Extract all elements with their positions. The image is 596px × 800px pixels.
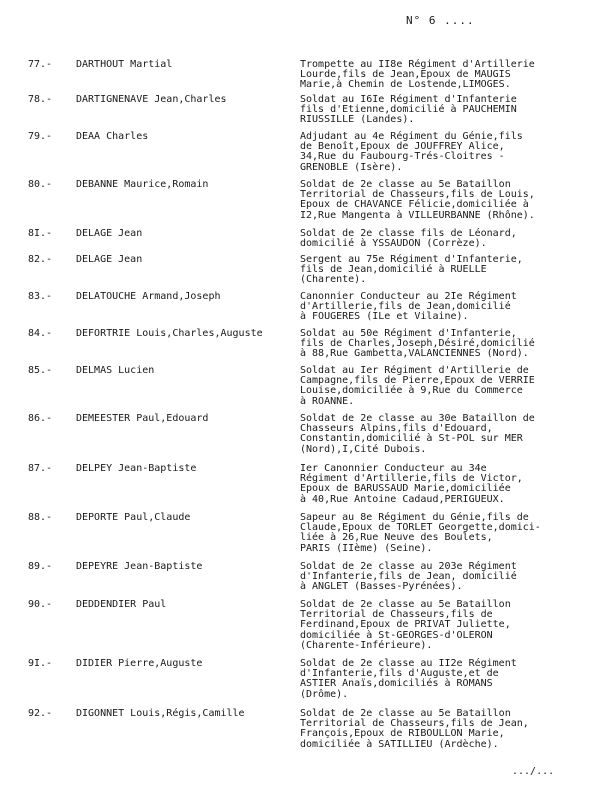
entry-description: Soldat de 2e classe au 5e Bataillon Territorial de Chasseurs,fils de Louis, Epoux de CHAVANCE Félicie,domiciliée à I2,Rue Mangenta à VILLEURBANNE (Rhône). (300, 179, 535, 221)
entry-number: 82.- (28, 254, 53, 265)
entry-description: Sergent au 75e Régiment d'Infanterie, fils de Jean,domicilié à RUELLE (Charente). (300, 254, 523, 286)
entry-name: DEPEYRE Jean-Baptiste (76, 561, 203, 572)
entry-number: 86.- (28, 413, 53, 424)
entry-name: DEFORTRIE Louis,Charles,Auguste (76, 328, 263, 339)
entry-number: 8I.- (28, 228, 53, 239)
entry-number: 84.- (28, 328, 53, 339)
entry-name: DEMEESTER Paul,Edouard (76, 413, 209, 424)
entry-number: 80.- (28, 179, 53, 190)
entry-name: DEPORTE Paul,Claude (76, 512, 191, 523)
entry-description: Trompette au II8e Régiment d'Artillerie Lourde,fils de Jean,Epoux de MAUGIS Marie,à Chemin de Lostende,LIMOGES. (300, 59, 535, 91)
page-number: N° 6 .... (406, 14, 475, 27)
entry-name: DARTIGNENAVE Jean,Charles (76, 94, 227, 105)
entry-number: 78.- (28, 94, 53, 105)
entry-number: 83.- (28, 291, 53, 302)
entry-number: 90.- (28, 599, 53, 610)
entry-number: 79.- (28, 131, 53, 142)
entry-number: 87.- (28, 463, 53, 474)
entry-description: Canonnier Conducteur au 2Ie Régiment d'Artillerie,fils de Jean,domicilié à FOUGERES (ILe et Vilaine). (300, 291, 517, 323)
entry-description: Soldat de 2e classe fils de Léonard, domicilié à YSSAUDON (Corrèze). (300, 228, 517, 250)
entry-number: 89.- (28, 561, 53, 572)
entry-name: DELMAS Lucien (76, 365, 155, 376)
entry-description: Sapeur au 8e Régiment du Génie,fils de Claude,Epoux de TORLET Georgette,domici- liée à 26,Rue Neuve des Boulets, PARIS (IIème) (Seine). (300, 512, 541, 554)
entry-name: DIGONNET Louis,Régis,Camille (76, 708, 245, 719)
entry-description: Soldat de 2e classe au 5e Bataillon Territorial de Chasseurs,fils de Jean, François,Epoux de RIBOULLON Marie, domiciliée à SATILLIEU (Ardèche). (300, 708, 529, 750)
entry-name: DELPEY Jean-Baptiste (76, 463, 197, 474)
entry-name: DEBANNE Maurice,Romain (76, 179, 209, 190)
entry-name: DARTHOUT Martial (76, 59, 173, 70)
entry-number: 88.- (28, 512, 53, 523)
entry-number: 92.- (28, 708, 53, 719)
entry-name: DELAGE Jean (76, 254, 143, 265)
continuation-marker: .../... (512, 766, 555, 777)
entry-name: DIDIER Pierre,Auguste (76, 658, 203, 669)
entry-description: Soldat au Ier Régiment d'Artillerie de Campagne,fils de Pierre,Epoux de VERRIE Louise,domiciliée à 9,Rue du Commerce à ROANNE. (300, 365, 535, 407)
entry-number: 85.- (28, 365, 53, 376)
entry-number: 77.- (28, 59, 53, 70)
entry-description: Soldat de 2e classe au 30e Bataillon de Chasseurs Alpins,fils d'Edouard, Constantin,domicilié à St-POL sur MER (Nord),I,Cité Dubois. (300, 413, 535, 455)
entry-description: Soldat de 2e classe au 203e Régiment d'Infanterie,fils de Jean, domicilié à ANGLET (Basses-Pyrénées). (300, 561, 517, 593)
entry-description: Soldat de 2e classe au 5e Bataillon Territorial de Chasseurs,fils de Ferdinand,Epoux de PRIVAT Juliette, domiciliée à St-GEORGES-d'OLERON (Charente-Inférieure). (300, 599, 511, 651)
entry-description: Ier Canonnier Conducteur au 34e Régiment d'Artillerie,fils de Victor, Epoux de BARUSSAUD Marie,domiciliée à 40,Rue Antoine Cadaud,PERIGUEUX. (300, 463, 523, 505)
entry-name: DELATOUCHE Armand,Joseph (76, 291, 221, 302)
entry-number: 9I.- (28, 658, 53, 669)
entry-name: DELAGE Jean (76, 228, 143, 239)
entry-name: DEAA Charles (76, 131, 149, 142)
entry-description: Soldat au 50e Régiment d'Infanterie, fils de Charles,Joseph,Désiré,domicilié à 88,Rue Gambetta,VALANCIENNES (Nord). (300, 328, 535, 360)
entry-description: Adjudant au 4e Régiment du Génie,fils de Benoît,Epoux de JOUFFREY Alice, 34,Rue du Faubourg-Trés-Cloitres - GRENOBLE (Isère). (300, 131, 523, 173)
entry-description: Soldat de 2e classe au II2e Régiment d'Infanterie,fils d'Auguste,et de ASTIER Anaïs,domiciliés à ROMANS (Drôme). (300, 658, 517, 700)
entry-description: Soldat au I6Ie Régiment d'Infanterie fils d'Etienne,domicilié à PAUCHEMIN RIUSSILLE (Landes). (300, 94, 517, 126)
entry-name: DEDDENDIER Paul (76, 599, 167, 610)
